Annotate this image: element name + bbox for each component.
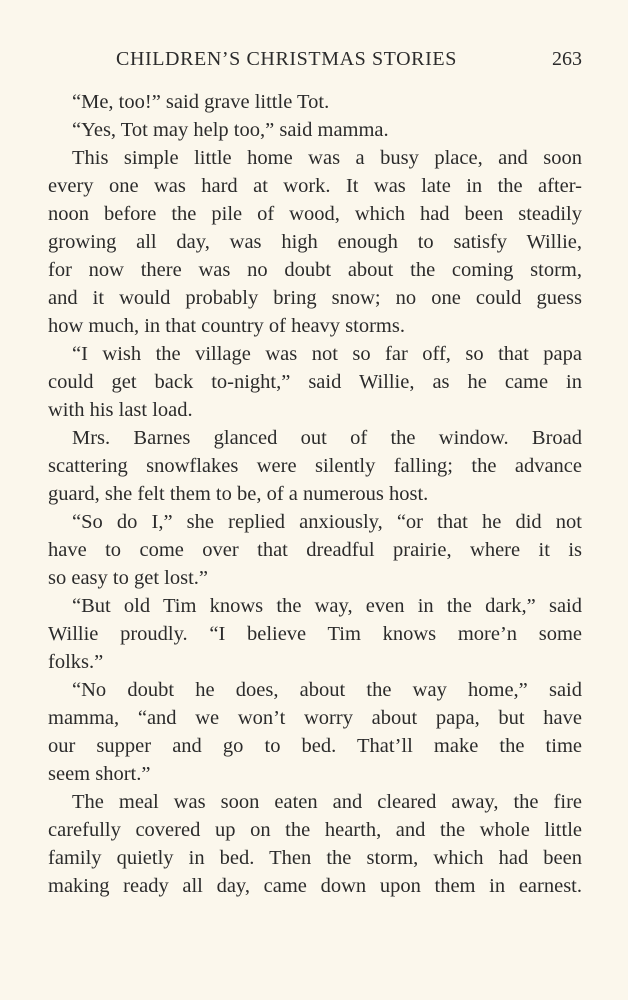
running-head [48,48,582,76]
text-line: “Me, too!” said grave little Tot. [72,91,330,113]
text-line: Mrs. Barnes glanced out of the window. Broad [72,427,582,449]
text-line: seem short.” [48,763,151,785]
text-line: scattering snowflakes were silently falling; the advance [48,455,582,477]
text-line: growing all day, was high enough to satisfy Willie, [48,231,582,253]
text-line: so easy to get lost.” [48,567,208,589]
text-line: guard, she felt them to be, of a numerous host. [48,483,429,505]
text-line: could get back to-night,” said Willie, as he came in [48,371,582,393]
text-line: folks.” [48,651,104,673]
text-line: with his last load. [48,399,193,421]
text-line: have to come over that dreadful prairie, where it is [48,539,582,561]
text-line: family quietly in bed. Then the storm, which had been [48,847,582,869]
text-line: and it would probably bring snow; no one could guess [48,287,582,309]
text-line: Willie proudly. “I believe Tim knows more’n some [48,623,582,645]
body-text [48,88,582,900]
text-line: how much, in that country of heavy storms. [48,315,405,337]
running-title: CHILDREN’S CHRISTMAS STORIES [116,48,457,70]
page-number: 263 [552,48,582,70]
text-line: “No doubt he does, about the way home,” said [72,679,582,701]
text-line: “I wish the village was not so far off, so that papa [72,343,582,365]
text-line: “Yes, Tot may help too,” said mamma. [72,119,389,141]
text-line: mamma, “and we won’t worry about papa, but have [48,707,582,729]
text-line: “But old Tim knows the way, even in the dark,” said [72,595,582,617]
text-line: “So do I,” she replied anxiously, “or that he did not [72,511,582,533]
text-line: carefully covered up on the hearth, and the whole little [48,819,582,841]
text-line: every one was hard at work. It was late in the after- [48,175,582,197]
text-line: The meal was soon eaten and cleared away, the fire [72,791,582,813]
text-line: noon before the pile of wood, which had been steadily [48,203,582,225]
text-line: our supper and go to bed. That’ll make the time [48,735,582,757]
text-line: for now there was no doubt about the coming storm, [48,259,582,281]
text-line: making ready all day, came down upon them in earnest. [48,875,582,897]
text-line: This simple little home was a busy place, and soon [72,147,582,169]
